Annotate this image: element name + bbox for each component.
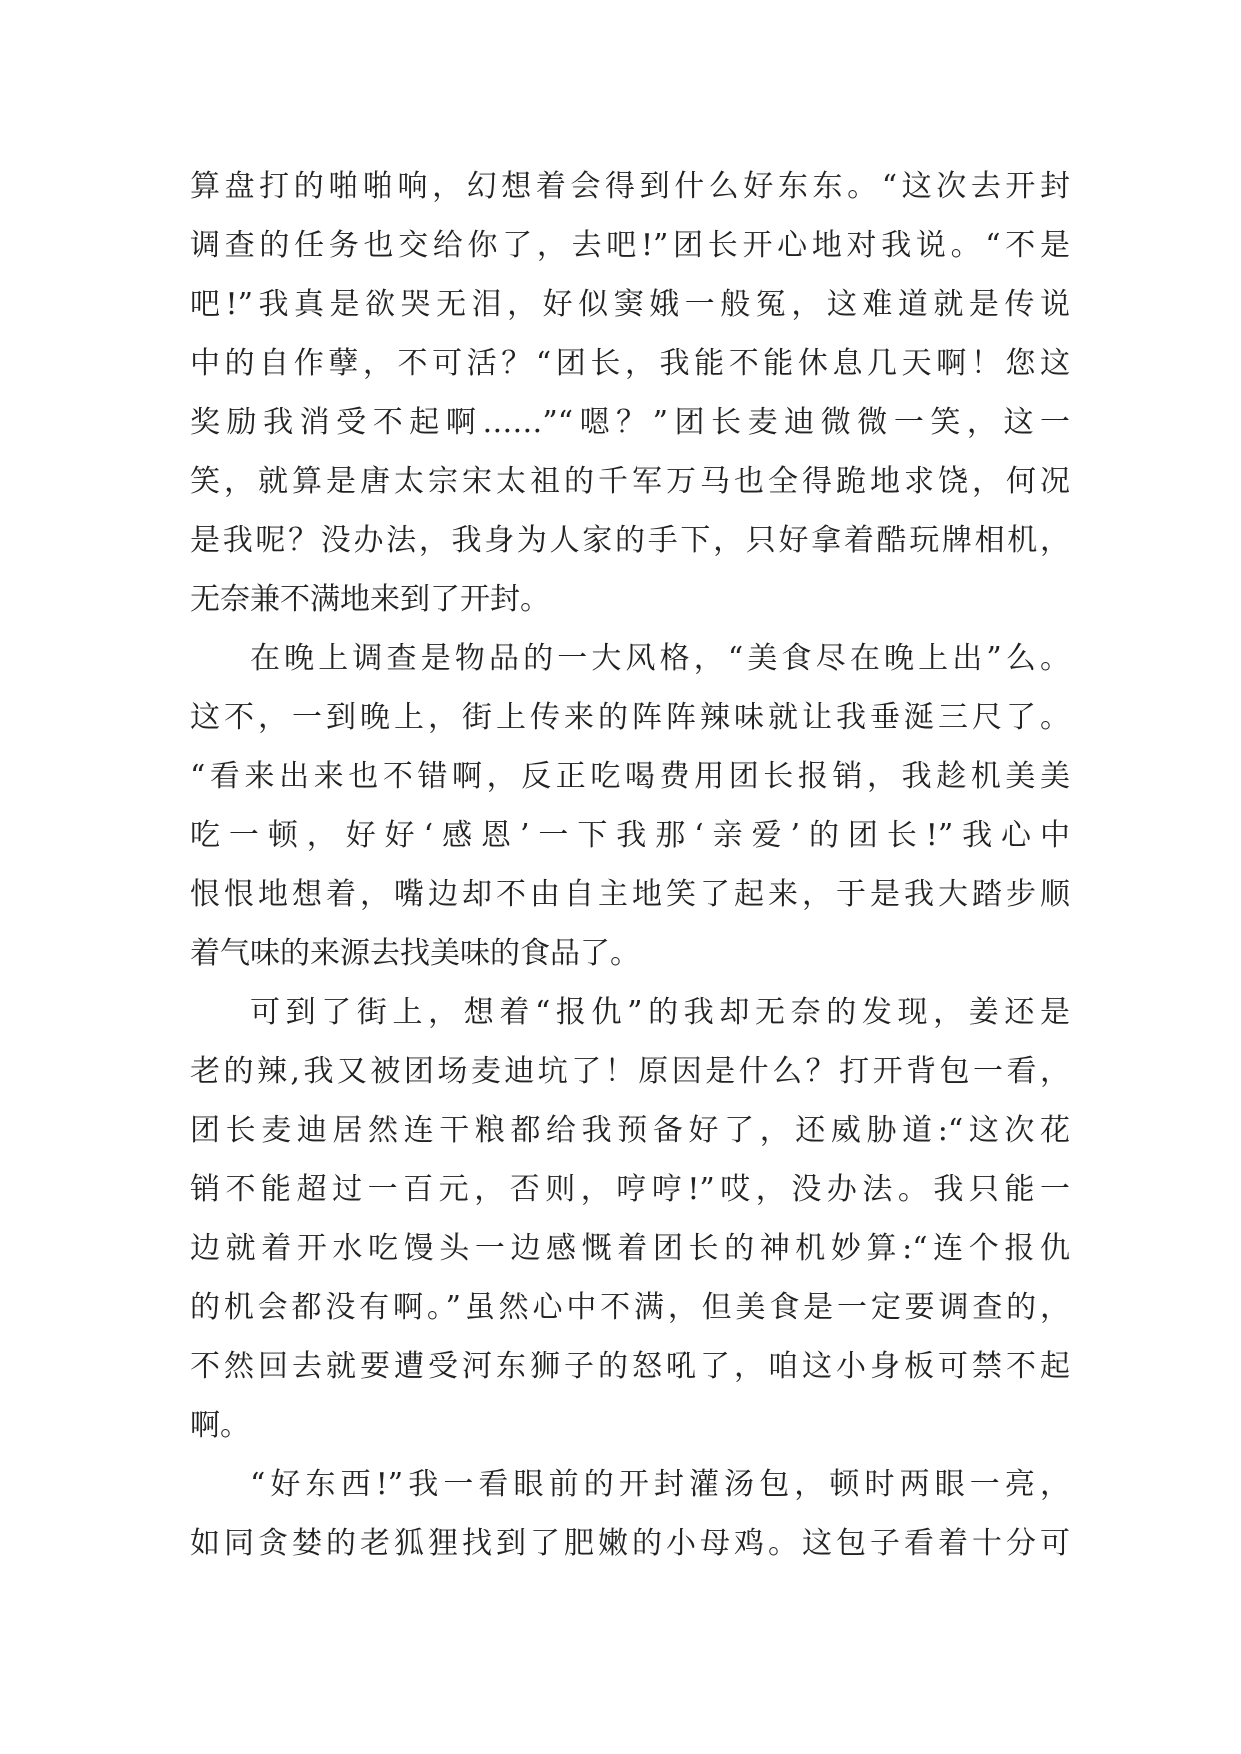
text-line: 可到了街上，想着“报仇”的我却无奈的发现，姜还是 [250, 995, 1070, 1030]
text-line: 恨恨地想着，嘴边却不由自主地笑了起来，于是我大踏步顺 [190, 877, 1070, 912]
text-line: “好东西!”我一看眼前的开封灌汤包，顿时两眼一亮， [250, 1467, 1070, 1502]
text-line: 老的辣,我又被团场麦迪坑了！原因是什么？打开背包一看， [190, 1054, 1070, 1089]
text-line: 吧!”我真是欲哭无泪，好似窦娥一般冤，这难道就是传说 [190, 287, 1070, 322]
text-line: 无奈兼不满地来到了开封。 [190, 582, 550, 617]
text-line: 团长麦迪居然连干粮都给我预备好了，还威胁道:“这次花 [190, 1113, 1070, 1148]
paragraph [190, 629, 1070, 983]
text-line: 调查的任务也交给你了，去吧!”团长开心地对我说。“不是 [190, 228, 1070, 263]
text-line: 笑，就算是唐太宗宋太祖的千军万马也全得跪地求饶，何况 [190, 464, 1070, 499]
text-line: 在晚上调查是物品的一大风格，“美食尽在晚上出”么。 [250, 641, 1070, 676]
text-line: 着气味的来源去找美味的食品了。 [190, 936, 640, 971]
text-line: 这不，一到晚上，街上传来的阵阵辣味就让我垂涎三尺了。 [190, 700, 1070, 735]
paragraph [190, 1455, 1070, 1573]
paragraph [190, 983, 1070, 1455]
body-text [190, 157, 1070, 1573]
text-line: 算盘打的啪啪响，幻想着会得到什么好东东。“这次去开封 [190, 169, 1070, 204]
text-line: 的机会都没有啊。”虽然心中不满，但美食是一定要调查的， [190, 1290, 1070, 1325]
text-line: 销不能超过一百元，否则，哼哼!”哎，没办法。我只能一 [190, 1172, 1070, 1207]
text-line: 中的自作孽，不可活？“团长，我能不能休息几天啊！您这 [190, 346, 1070, 381]
text-line: 奖励我消受不起啊……”“嗯？”团长麦迪微微一笑，这一 [190, 405, 1070, 440]
paragraph [190, 157, 1070, 629]
text-line: 如同贪婪的老狐狸找到了肥嫩的小母鸡。这包子看着十分可 [190, 1526, 1070, 1561]
text-line: “看来出来也不错啊，反正吃喝费用团长报销，我趁机美美 [190, 759, 1070, 794]
text-line: 啊。 [190, 1408, 250, 1443]
text-line: 是我呢？没办法，我身为人家的手下，只好拿着酷玩牌相机， [190, 523, 1070, 558]
text-line: 不然回去就要遭受河东狮子的怒吼了，咱这小身板可禁不起 [190, 1349, 1070, 1384]
text-line: 边就着开水吃馒头一边感慨着团长的神机妙算:“连个报仇 [190, 1231, 1070, 1266]
text-line: 吃一顿，好好‘感恩’一下我那‘亲爱’的团长!”我心中 [190, 818, 1070, 853]
